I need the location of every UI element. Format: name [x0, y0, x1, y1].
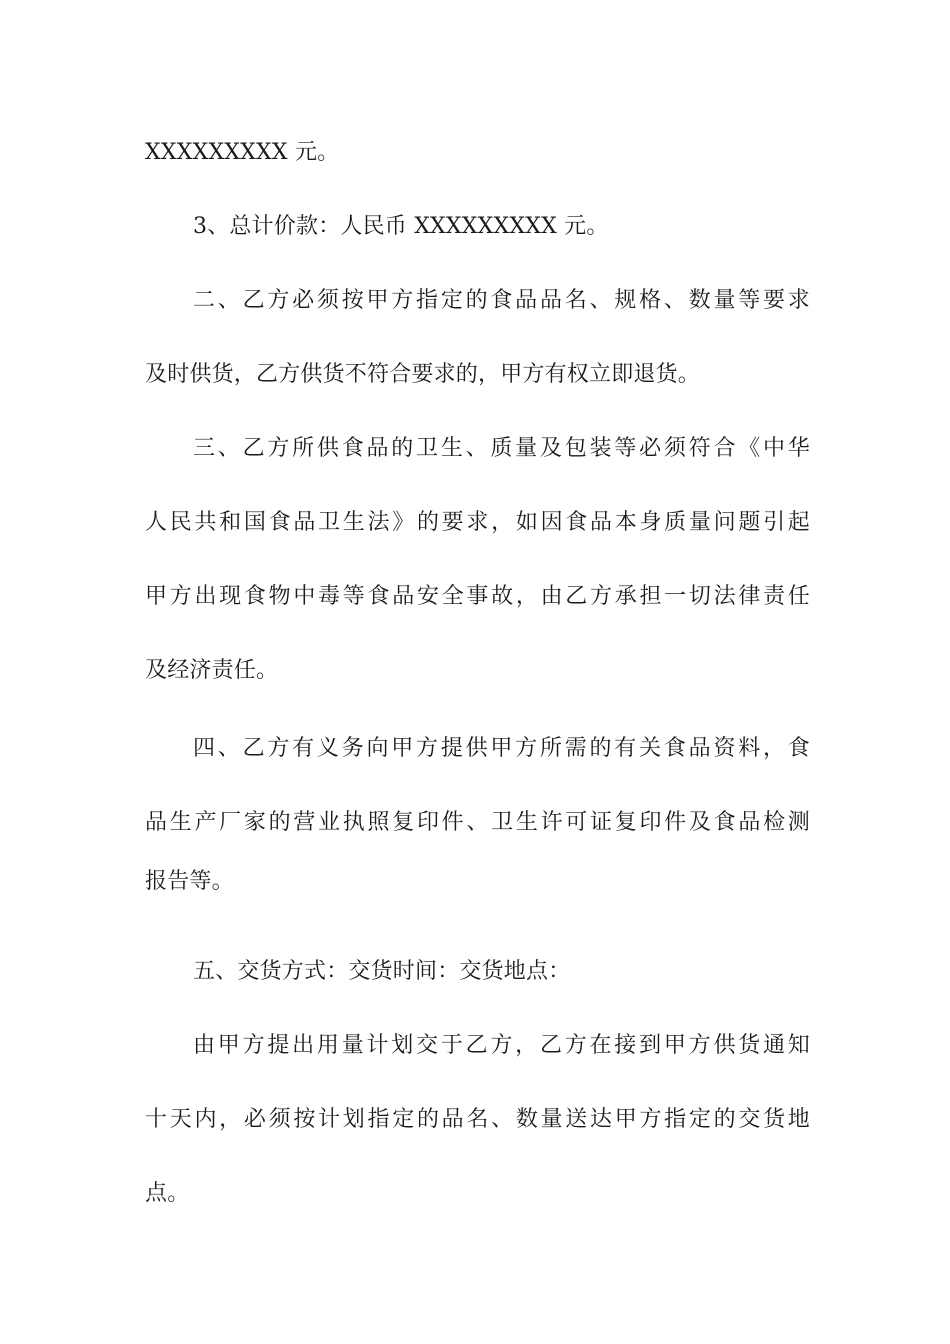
clause-3-line-4: 及经济责任。 [145, 658, 279, 683]
clause-3-line-3: 甲方出现食物中毒等食品安全事故，由乙方承担一切法律责任 [145, 584, 810, 609]
clause-5-heading: 五、交货方式：交货时间：交货地点： [193, 959, 571, 984]
delivery-line-3: 点。 [145, 1181, 190, 1206]
clause-2-line-2: 及时供货，乙方供货不符合要求的，甲方有权立即退货。 [145, 362, 701, 387]
text-line-total-price: 3、总计价款：人民币 XXXXXXXXX 元。 [193, 214, 609, 239]
delivery-line-2: 十天内，必须按计划指定的品名、数量送达甲方指定的交货地 [145, 1107, 810, 1132]
clause-4-line-2: 品生产厂家的营业执照复印件、卫生许可证复印件及食品检测 [145, 810, 810, 835]
clause-2-line-1: 二、乙方必须按甲方指定的食品品名、规格、数量等要求 [193, 288, 810, 313]
clause-4-line-1: 四、乙方有义务向甲方提供甲方所需的有关食品资料，食 [193, 736, 810, 761]
delivery-line-1: 由甲方提出用量计划交于乙方，乙方在接到甲方供货通知 [193, 1033, 810, 1058]
text-line-price-continuation: XXXXXXXXX 元。 [145, 140, 340, 165]
clause-3-line-1: 三、乙方所供食品的卫生、质量及包装等必须符合《中华 [193, 436, 810, 461]
clause-4-line-3: 报告等。 [145, 869, 234, 894]
clause-3-line-2: 人民共和国食品卫生法》的要求，如因食品本身质量问题引起 [145, 510, 810, 535]
